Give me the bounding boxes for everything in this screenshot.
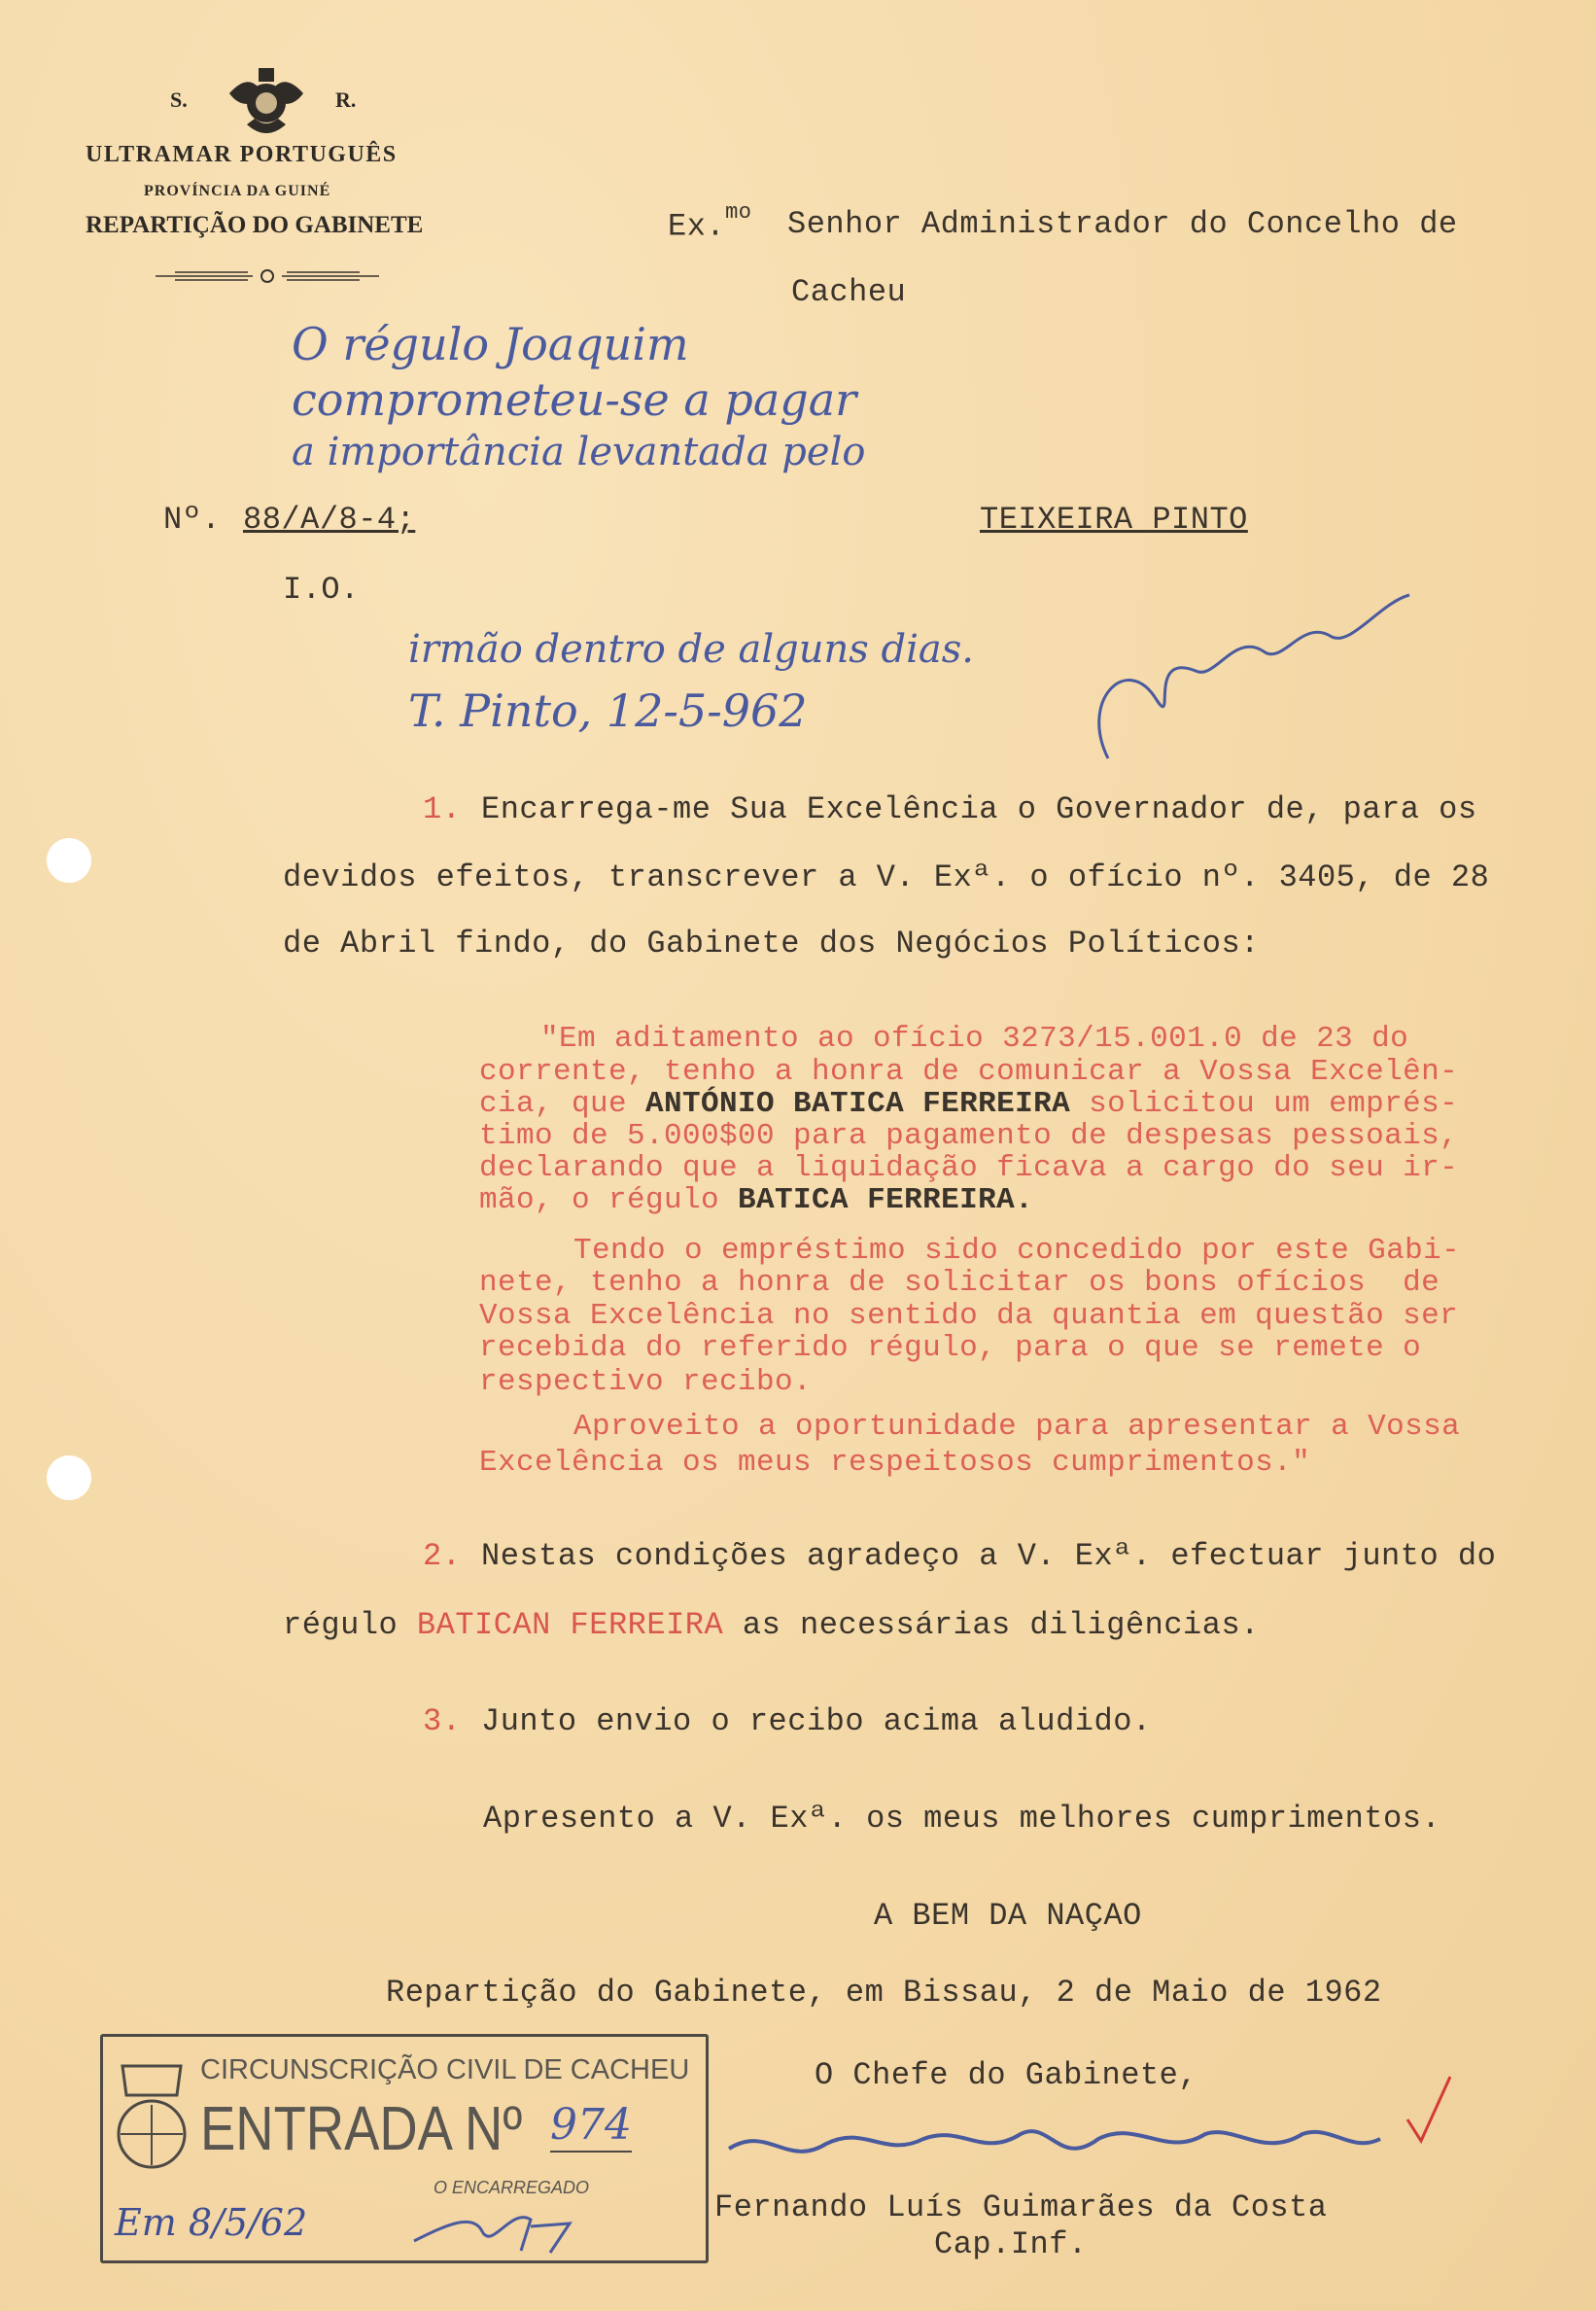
note-line: irmão dentro de alguns dias.	[408, 627, 975, 672]
addressee-line2: Cacheu	[791, 274, 907, 310]
stamp-emblem-icon	[113, 2056, 191, 2183]
quote-line	[479, 1088, 1458, 1121]
quote-line: timo de 5.000$00 para pagamento de despesas pessoais,	[479, 1119, 1459, 1153]
signer-name: Fernando Luís Guimarães da Costa	[714, 2189, 1328, 2225]
quote-fragment: solicitou um emprés-	[1070, 1087, 1459, 1121]
paragraph-line: Encarrega-me Sua Excelência o Governador de, para os	[481, 791, 1477, 827]
quote-line: recebida do referido régulo, para o que se remete o	[479, 1331, 1422, 1365]
quote-line: nete, tenho a honra de solicitar os bons ofícios de	[479, 1266, 1440, 1300]
signer-role: O Chefe do Gabinete,	[815, 2057, 1198, 2093]
quote-fragment: cia, que	[479, 1087, 646, 1121]
paragraph-number: 2.	[423, 1538, 462, 1574]
note-signature	[1069, 583, 1439, 768]
entry-stamp	[100, 2034, 709, 2263]
signer-rank: Cap.Inf.	[934, 2226, 1088, 2262]
paragraph-number: 3.	[423, 1703, 462, 1739]
note-line: comprometeu-se a pagar	[292, 373, 857, 426]
quote-name-batica: BATICA FERREIRA.	[738, 1183, 1034, 1217]
quote-line: declarando que a liquidação ficava a cargo do seu ir-	[479, 1151, 1459, 1185]
reference-code: I.O.	[283, 572, 360, 608]
check-mark-icon	[1400, 2071, 1458, 2149]
text-fragment: régulo	[283, 1607, 417, 1643]
salutation-sup: mo	[725, 200, 752, 225]
text-fragment: as necessárias diligências.	[723, 1607, 1260, 1643]
name-batican: BATICAN FERREIRA	[416, 1607, 724, 1643]
coat-of-arms-icon	[220, 64, 313, 142]
letterhead-r: R.	[335, 88, 357, 112]
stamp-initials	[404, 2202, 599, 2256]
punch-hole-bottom	[47, 1455, 91, 1500]
quote-fragment: mão, o régulo	[479, 1183, 739, 1217]
quote-line	[479, 1184, 1033, 1217]
paragraph-line: devidos efeitos, transcrever a V. Exª. o ofício nº. 3405, de 28	[283, 859, 1490, 895]
signature	[710, 2100, 1390, 2188]
destination: TEIXEIRA PINTO	[980, 502, 1248, 538]
quote-line: Aproveito a oportunidade para apresentar a Vossa	[573, 1410, 1461, 1444]
ornament-divider	[156, 266, 379, 286]
paragraph-line: de Abril findo, do Gabinete dos Negócios Políticos:	[283, 926, 1260, 962]
reference-number-label: Nº.	[163, 502, 222, 538]
addressee-line1: Senhor Administrador do Concelho de	[787, 206, 1458, 242]
quote-line: "Em aditamento ao ofício 3273/15.001.0 de 23 do	[540, 1022, 1409, 1056]
punch-hole-top	[47, 838, 91, 883]
quote-line: Vossa Excelência no sentido da quantia em questão ser	[479, 1299, 1459, 1333]
letterhead-ultramar: ULTRAMAR PORTUGUÊS	[86, 142, 398, 167]
stamp-officer-label: O ENCARREGADO	[434, 2178, 590, 2197]
paragraph-line: Nestas condições agradeço a V. Exª. efectuar junto do	[481, 1538, 1497, 1574]
quote-name-antonio: ANTÓNIO BATICA FERREIRA	[645, 1087, 1071, 1121]
motto: A BEM DA NAÇAO	[874, 1898, 1142, 1934]
salutation-prefix: Ex.	[668, 208, 726, 245]
closing-line: Apresento a V. Exª. os meus melhores cumprimentos.	[483, 1801, 1441, 1837]
note-line: T. Pinto, 12-5-962	[408, 684, 808, 737]
reference-number: 88/A/8-4;	[243, 502, 416, 538]
stamp-date: Em 8/5/62	[115, 2201, 308, 2244]
quote-line: Excelência os meus respeitosos cumprimentos."	[479, 1446, 1311, 1480]
stamp-header: CIRCUNSCRIÇÃO CIVIL DE CACHEU	[200, 2054, 690, 2085]
paragraph-3-line: Junto envio o recibo acima aludido.	[481, 1703, 1152, 1739]
quote-line: corrente, tenho a honra de comunicar a Vossa Excelên-	[479, 1055, 1459, 1089]
note-line: a importância levantada pelo	[292, 430, 866, 474]
quote-line: respectivo recibo.	[479, 1365, 813, 1399]
stamp-entry-number: 974	[550, 2101, 632, 2153]
salutation	[668, 200, 752, 245]
paragraph-number: 1.	[423, 791, 462, 827]
quote-line: Tendo o empréstimo sido concedido por este Gabi-	[573, 1234, 1461, 1268]
note-line: O régulo Joaquim	[292, 318, 689, 370]
letterhead-s: S.	[170, 88, 188, 112]
letterhead-provincia: PROVÍNCIA DA GUINÉ	[144, 183, 331, 199]
stamp-entry-label: ENTRADA Nº	[200, 2093, 523, 2163]
paragraph-line	[283, 1607, 1260, 1643]
place-date: Repartição do Gabinete, em Bissau, 2 de Maio de 1962	[386, 1975, 1382, 2011]
letterhead-reparticao: REPARTIÇÃO DO GABINETE	[86, 212, 424, 238]
